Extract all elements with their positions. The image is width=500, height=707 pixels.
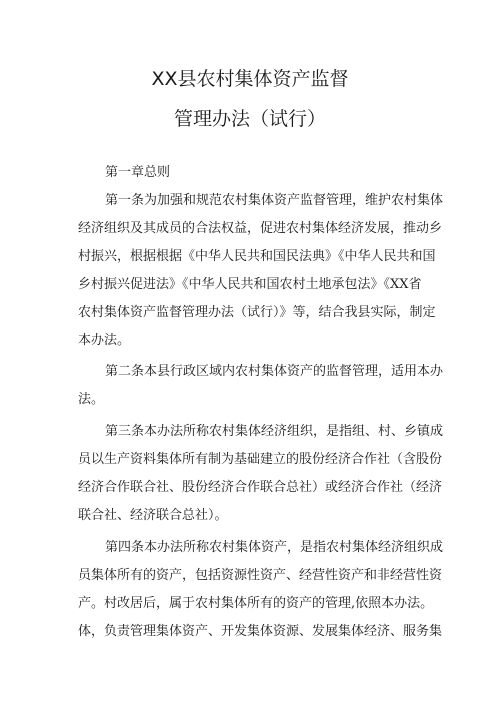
document-title-line-2: 管理办法（试行） bbox=[173, 108, 326, 130]
paragraph-line: 第一条为加强和规范农村集体资产监督管理，维护农村集体 bbox=[105, 193, 444, 208]
paragraph-line: 员以生产资料集体所有制为基础建立的股份经济合作社（含股份 bbox=[78, 452, 443, 467]
paragraph-line: 农村集体资产监督管理办法（试行）》等，结合我县实际，制定 bbox=[78, 305, 436, 320]
paragraph-line: 产。村改居后，属于农村集体所有的资产的管理,依照本办法。 bbox=[78, 596, 434, 611]
paragraph-line: 经济组织及其成员的合法权益，促进农村集体经济发展，推动乡 bbox=[78, 221, 443, 236]
paragraph-line: 第四条本办法所称农村集体资产，是指农村集体经济组织成 bbox=[105, 540, 444, 555]
paragraph-line: 本办法。 bbox=[78, 333, 131, 348]
paragraph-line: 联合社、经济联合总社）。 bbox=[78, 508, 228, 523]
paragraph-line: 乡村振兴促进法》《中华人民共和国农村土地承包法》《XX省 bbox=[78, 277, 422, 292]
paragraph-line: 村振兴，根据根据《中华人民共和国民法典》《中华人民共和国 bbox=[78, 249, 436, 264]
document-title-line-1: XX县农村集体资产监督 bbox=[151, 68, 349, 90]
paragraph-line: 体，负责管理集体资产、开发集体资源、发展集体经济、服务集 bbox=[78, 624, 443, 639]
paragraph-line: 第三条本办法所称农村集体经济组织，是指组、村、乡镇成 bbox=[105, 424, 444, 439]
paragraph-line: 第二条本县行政区域内农村集体资产的监督管理，适用本办 bbox=[105, 364, 444, 379]
paragraph-line: 经济合作联合社、股份经济合作联合总社）或经济合作社（经济 bbox=[78, 480, 443, 495]
chapter-heading: 第一章总则 bbox=[105, 165, 171, 180]
paragraph-line: 法。 bbox=[78, 392, 105, 407]
paragraph-line: 员集体所有的资产，包括资源性资产、经营性资产和非经营性资 bbox=[78, 568, 443, 583]
